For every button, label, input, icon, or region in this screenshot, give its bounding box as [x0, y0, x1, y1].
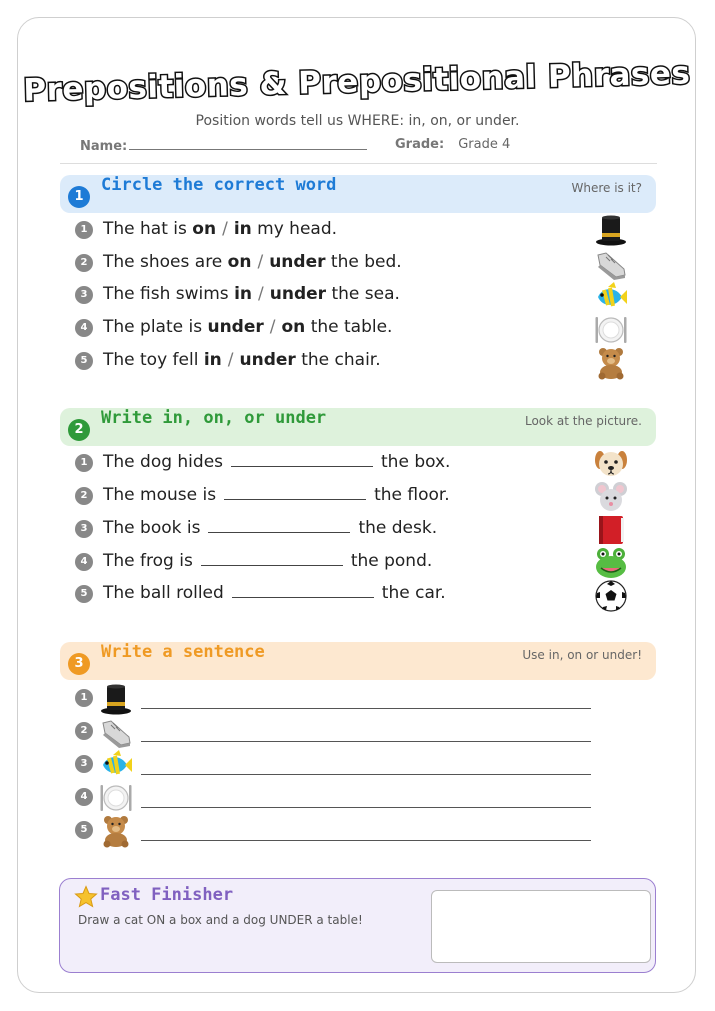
shoe-icon: [594, 247, 628, 281]
fill-item-3: [75, 518, 437, 546]
section-1-hint: Where is it?: [571, 181, 642, 195]
choice-b[interactable]: on: [281, 317, 306, 337]
item-text: The dog hides: [103, 452, 224, 472]
item-number: 3: [75, 286, 93, 304]
item-number: 4: [75, 553, 93, 571]
circle-item-5: [75, 350, 381, 378]
plate-icon: [594, 313, 628, 347]
sentence-input[interactable]: [141, 741, 591, 742]
item-text: the table.: [305, 317, 393, 337]
section-2-header: [60, 408, 656, 446]
item-number: 5: [75, 585, 93, 603]
teddy-bear-icon: [99, 814, 133, 848]
section-2-number: 2: [68, 419, 90, 441]
choice-b[interactable]: under: [269, 284, 327, 304]
fast-finisher-text: Draw a cat ON a box and a dog UNDER a table!: [78, 913, 363, 927]
circle-item-1: [75, 219, 337, 247]
circle-item-2: [75, 252, 402, 280]
item-text: the desk.: [358, 518, 438, 538]
fish-icon: [99, 748, 133, 782]
section-3-number: 3: [68, 653, 90, 675]
item-text: my head.: [251, 219, 338, 239]
choice-separator: /: [257, 252, 264, 272]
item-number: 1: [75, 221, 93, 239]
fish-icon: [594, 280, 628, 314]
item-text: the bed.: [325, 252, 402, 272]
dog-icon: [594, 447, 628, 481]
item-text: The mouse is: [103, 485, 217, 505]
item-number: 3: [75, 520, 93, 538]
item-number: 2: [75, 722, 93, 740]
section-2-heading: Write in, on, or under: [101, 408, 327, 428]
item-number: 3: [75, 755, 93, 773]
fill-item-1: [75, 452, 450, 480]
item-text: the box.: [381, 452, 451, 472]
item-text: the floor.: [374, 485, 450, 505]
drawing-area[interactable]: [431, 890, 651, 963]
plate-icon: [99, 781, 133, 815]
item-text: The fish swims: [103, 284, 235, 304]
item-number: 5: [75, 352, 93, 370]
answer-blank[interactable]: [232, 583, 374, 598]
name-row: [80, 137, 367, 154]
item-number: 2: [75, 487, 93, 505]
choice-a[interactable]: on: [192, 219, 217, 239]
choice-a[interactable]: in: [234, 284, 253, 304]
circle-item-3: [75, 284, 400, 312]
choice-b[interactable]: under: [269, 252, 326, 272]
answer-blank[interactable]: [208, 518, 350, 533]
item-number: 5: [75, 821, 93, 839]
grade-row: [395, 137, 510, 152]
item-text: the chair.: [295, 350, 381, 370]
grade-label: Grade:: [395, 137, 445, 152]
answer-blank[interactable]: [231, 452, 373, 467]
section-1-number: 1: [68, 186, 90, 208]
item-number: 1: [75, 454, 93, 472]
item-text: The toy fell: [103, 350, 204, 370]
frog-icon: [594, 546, 628, 580]
item-number: 1: [75, 689, 93, 707]
page-title: [0, 52, 715, 122]
item-number: 2: [75, 254, 93, 272]
item-text: The frog is: [103, 551, 193, 571]
fast-finisher-heading: Fast Finisher: [100, 885, 234, 905]
item-text: The shoes are: [103, 252, 228, 272]
section-1-header: [60, 175, 656, 213]
choice-separator: /: [258, 284, 264, 304]
item-number: 4: [75, 319, 93, 337]
circle-item-4: [75, 317, 392, 345]
item-text: the pond.: [350, 551, 433, 571]
fill-item-2: [75, 485, 450, 513]
item-text: The ball rolled: [103, 583, 224, 603]
section-1-heading: Circle the correct word: [101, 175, 337, 195]
book-icon: [594, 513, 628, 547]
top-hat-icon: [99, 682, 133, 716]
choice-b[interactable]: under: [239, 350, 296, 370]
grade-value: Grade 4: [458, 137, 511, 152]
section-2-hint: Look at the picture.: [524, 414, 642, 428]
fill-item-4: [75, 551, 432, 579]
name-label: Name:: [80, 139, 128, 154]
choice-b[interactable]: in: [233, 219, 252, 239]
answer-blank[interactable]: [201, 551, 343, 566]
choice-separator: /: [222, 219, 228, 239]
answer-blank[interactable]: [224, 485, 366, 500]
fast-finisher-box: [59, 878, 656, 973]
mouse-icon: [594, 480, 628, 514]
shoe-icon: [99, 715, 133, 749]
subtitle: Position words tell us WHERE: in, on, or under.: [195, 113, 520, 129]
item-text: the sea.: [326, 284, 400, 304]
sentence-input[interactable]: [141, 840, 591, 841]
fill-item-5: [75, 583, 446, 611]
choice-separator: /: [269, 317, 276, 337]
section-3-hint: Use in, on or under!: [522, 648, 642, 662]
title-text: Prepositions & Prepositional Phrases: [22, 55, 691, 109]
choice-a[interactable]: on: [227, 252, 252, 272]
star-icon: [74, 885, 98, 909]
soccer-ball-icon: [594, 579, 628, 613]
sentence-input[interactable]: [141, 807, 591, 808]
teddy-bear-icon: [594, 346, 628, 380]
sentence-input[interactable]: [141, 774, 591, 775]
choice-a[interactable]: in: [203, 350, 222, 370]
section-3-header: [60, 642, 656, 680]
name-field[interactable]: [129, 137, 367, 150]
choice-separator: /: [227, 350, 234, 370]
item-number: 4: [75, 788, 93, 806]
item-text: The book is: [103, 518, 201, 538]
item-text: the car.: [381, 583, 446, 603]
choice-a[interactable]: under: [207, 317, 264, 337]
section-3-heading: Write a sentence: [101, 642, 265, 662]
sentence-input[interactable]: [141, 708, 591, 709]
item-text: The hat is: [103, 219, 193, 239]
divider: [60, 163, 657, 164]
top-hat-icon: [594, 213, 628, 247]
item-text: The plate is: [103, 317, 208, 337]
